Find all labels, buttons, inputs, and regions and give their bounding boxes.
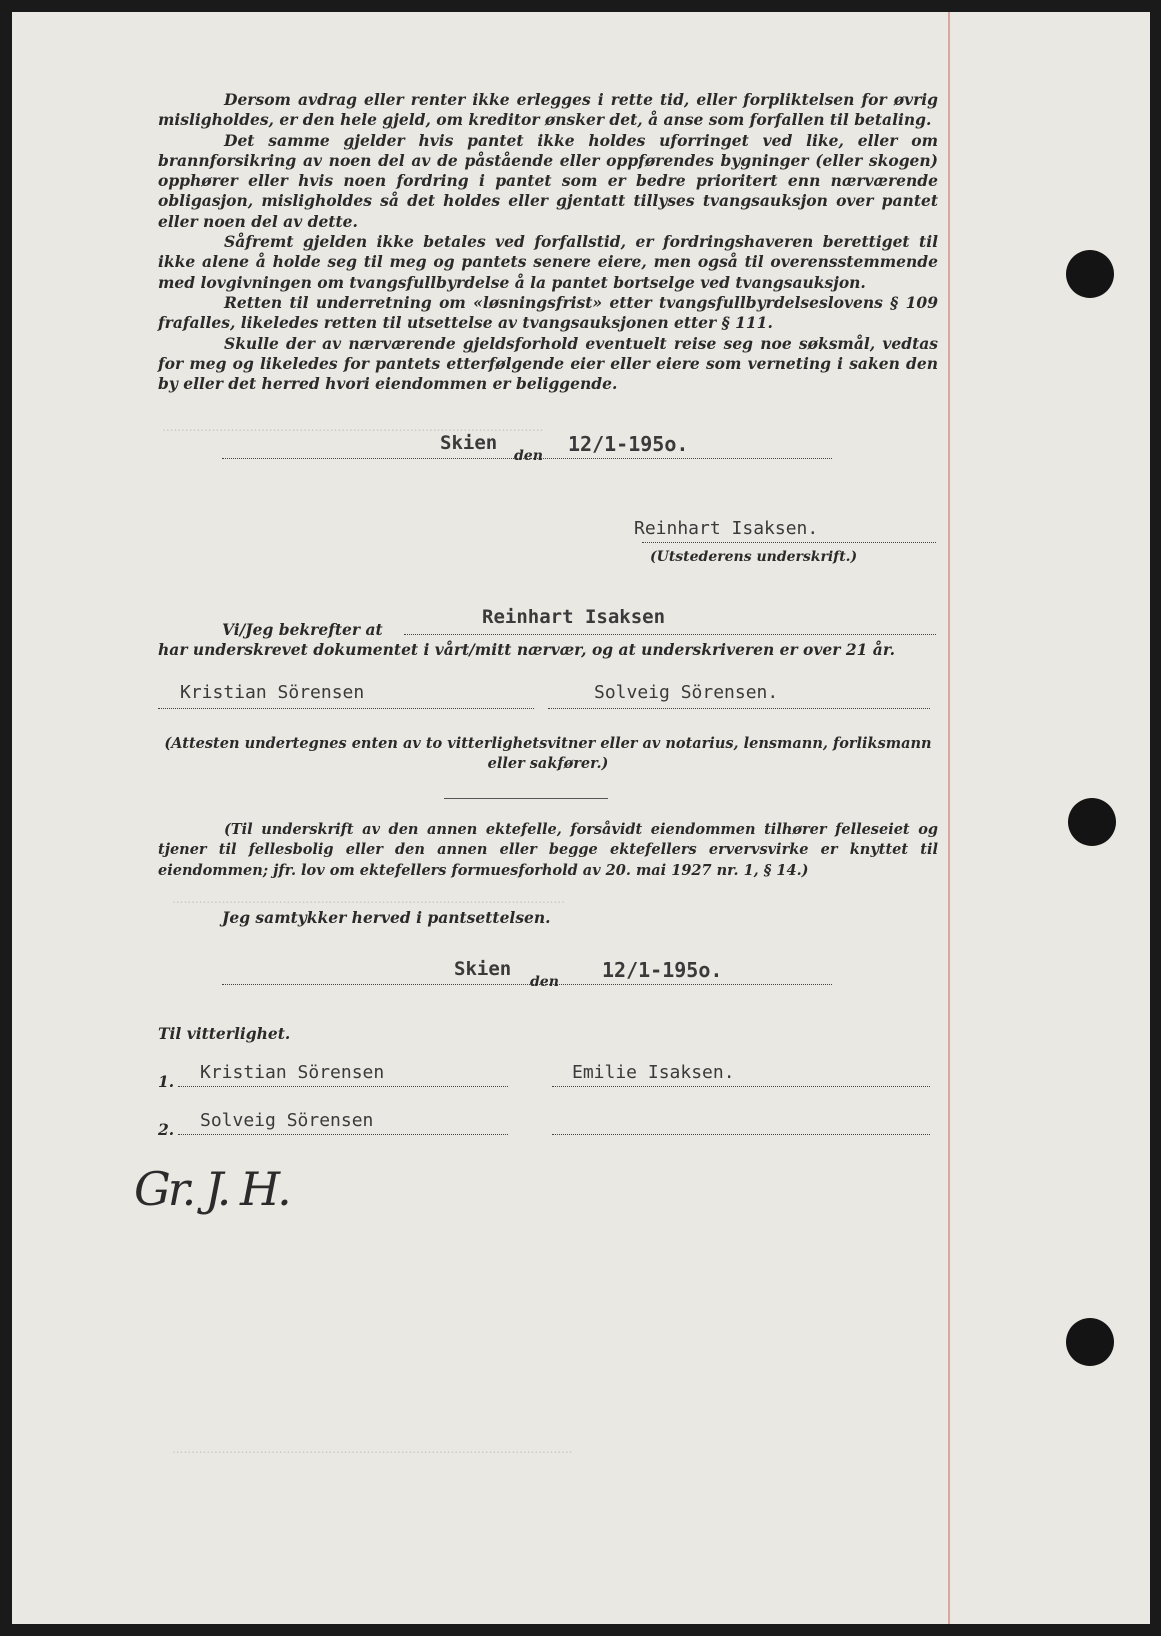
terms-paragraphs xyxy=(158,90,938,394)
separator-rule xyxy=(444,798,608,799)
witness-number: 1. xyxy=(158,1072,175,1091)
witness-signature: Emilie Isaksen. xyxy=(572,1062,735,1083)
issuer-signature: Reinhart Isaksen. xyxy=(634,518,819,539)
consent-place-date-line xyxy=(222,984,832,985)
witness-signature: Kristian Sörensen xyxy=(180,682,365,703)
consent-den-label: den xyxy=(530,974,559,990)
document-page: .................................................................................................... ....................................................................................................... ......................................................................................................... Dersom avdrag eller renter ikke erlegges i rette tid, eller forpliktelsen for øvrig misligholdes, er den hele gjeld, om kreditor ønsker det, å anse som forfallen til betaling. Det samme gjelder hvis pantet ikke holdes uforringet ved like, eller om brannforsikring av noen del av de påstående eller oppførendes bygninger (eller skogen) opphører eller hvis noen fordring i pantet som er bedre prioritert enn nærværende obligasjon, misligholdes så det holdes eller gjentatt tillyses tvangsauksjon over pantet eller noen del av dette. Såfremt gjelden ikke betales ved forfallstid, er fordringshaveren berettiget til ikke alene å holde seg til meg og pantets senere eiere, men også til overensstemmende med lovgivningen om tvangsfullbyrdelse å la pantet bortselge ved tvangsauksjon. Retten til underretning om «løsningsfrist» etter tvangsfullbyrdelseslovens § 109 frafalles, likeledes retten til utsettelse av tvangsauksjonen etter § 111. Skulle der av nærværende gjeldsforhold eventuelt reise seg noe søksmål, vedtas for meg og likeledes for pantets etterfølgende eier eller eiere som verneting i saken den by eller det herred hvori eiendommen er beliggende. Skien den 12/1-195o. Reinhart Isaksen. (Utstederens underskrift.) Vi/Jeg bekrefter at Reinhart Isaksen har underskrevet dokumentet i vårt/mitt nærvær, og at underskriveren er over 21 år. Kristian Sörensen Solveig Sörensen. (Attesten undertegnes enten av to vitterlighetsvitner eller av notarius, lensmann, forliksmann eller sakfører.) (Til underskrift av den annen ektefelle, forsåvidt eiendommen tilhører felleseiet og tjener til fellesbolig eller den annen eller begge ektefellers ervervsvirke er knyttet til eiendommen; jfr. lov om ektefellers formuesforhold av 20. mai 1927 nr. 1, § 14.) Jeg samtykker herved i pantsettelsen. Skien den 12/1-195o. Til vitterlighet. 1. Kristian Sörensen Emilie Isaksen. 2. Solveig Sörensen Gr. J. H. xyxy=(12,12,1150,1624)
date-text: 12/1-195o. xyxy=(568,432,689,456)
spouse-note: (Til underskrift av den annen ektefelle, forsåvidt eiendommen tilhører felleseiet og tjener til fellesbolig eller den annen eller begge ektefellers ervervsvirke er knyttet til eiendommen; jfr. lov om ektefellers formuesforhold av 20. mai 1927 nr. 1, § 14.) xyxy=(158,821,938,879)
punch-hole xyxy=(1066,1318,1114,1366)
handwritten-initials: Gr. J. H. xyxy=(134,1162,289,1216)
place-text: Skien xyxy=(440,432,498,454)
witness-signature: Solveig Sörensen xyxy=(200,1110,374,1131)
witness-line xyxy=(548,708,930,709)
witness-signature: Solveig Sörensen. xyxy=(594,682,779,703)
witness-line xyxy=(552,1134,930,1135)
terms-paragraph: Dersom avdrag eller renter ikke erlegges i rette tid, eller forpliktelsen for øvrig misligholdes, er den hele gjeld, om kreditor ønsker det, å anse som forfallen til betaling. xyxy=(158,90,938,130)
consent-text: Jeg samtykker herved i pantsettelsen. xyxy=(222,908,551,927)
terms-paragraph: Retten til underretning om «løsningsfrist» etter tvangsfullbyrdelseslovens § 109 frafalles, likeledes retten til utsettelse av tvangsauksjonen etter § 111. xyxy=(158,292,938,333)
confirm-name-line xyxy=(404,634,936,635)
den-label: den xyxy=(514,448,543,464)
consent-place-text: Skien xyxy=(454,958,512,980)
terms-paragraph: Det samme gjelder hvis pantet ikke holdes uforringet ved like, eller om brannforsikring av noen del av de påstående eller oppførendes bygninger (eller skogen) opphører eller hvis noen fordring i pantet som er bedre prioritert enn nærværende obligasjon, misligholdes så det holdes eller gjentatt tillyses tvangsauksjon over pantet eller noen del av dette. xyxy=(158,130,938,231)
margin-rule xyxy=(948,12,950,1624)
witness-line xyxy=(552,1086,930,1087)
witness-signature: Kristian Sörensen xyxy=(200,1062,385,1083)
punch-hole xyxy=(1068,798,1116,846)
terms-paragraph: Skulle der av nærværende gjeldsforhold eventuelt reise seg noe søksmål, vedtas for meg og likeledes for pantets etterfølgende eier eller eiere som verneting i saken den by eller det herred hvori eiendommen er beliggende. xyxy=(158,333,938,394)
witness-number: 2. xyxy=(158,1120,175,1139)
spouse-note-block xyxy=(158,820,938,881)
witness-heading: Til vitterlighet. xyxy=(158,1024,291,1043)
confirm-label: Vi/Jeg bekrefter at xyxy=(222,620,383,639)
witness-line xyxy=(178,1134,508,1135)
attest-note: (Attesten undertegnes enten av to vitterlighetsvitner eller av notarius, lensmann, forliksmann eller sakfører.) xyxy=(164,735,932,772)
witness-line xyxy=(178,1086,508,1087)
confirm-statement: har underskrevet dokumentet i vårt/mitt nærvær, og at underskriveren er over 21 år. xyxy=(158,640,895,659)
issuer-signature-line xyxy=(642,542,936,543)
consent-date-text: 12/1-195o. xyxy=(602,958,723,982)
terms-paragraph: Såfremt gjelden ikke betales ved forfallstid, er fordringshaveren berettiget til ikke alene å holde seg til meg og pantets senere eiere, men også til overensstemmende med lovgivningen om tvangsfullbyrdelse å la pantet bortselge ved tvangsauksjon. xyxy=(158,232,938,292)
witness-line xyxy=(158,708,534,709)
confirm-name: Reinhart Isaksen xyxy=(482,606,666,628)
issuer-signature-caption: (Utstederens underskrift.) xyxy=(650,549,858,565)
punch-hole xyxy=(1066,250,1114,298)
